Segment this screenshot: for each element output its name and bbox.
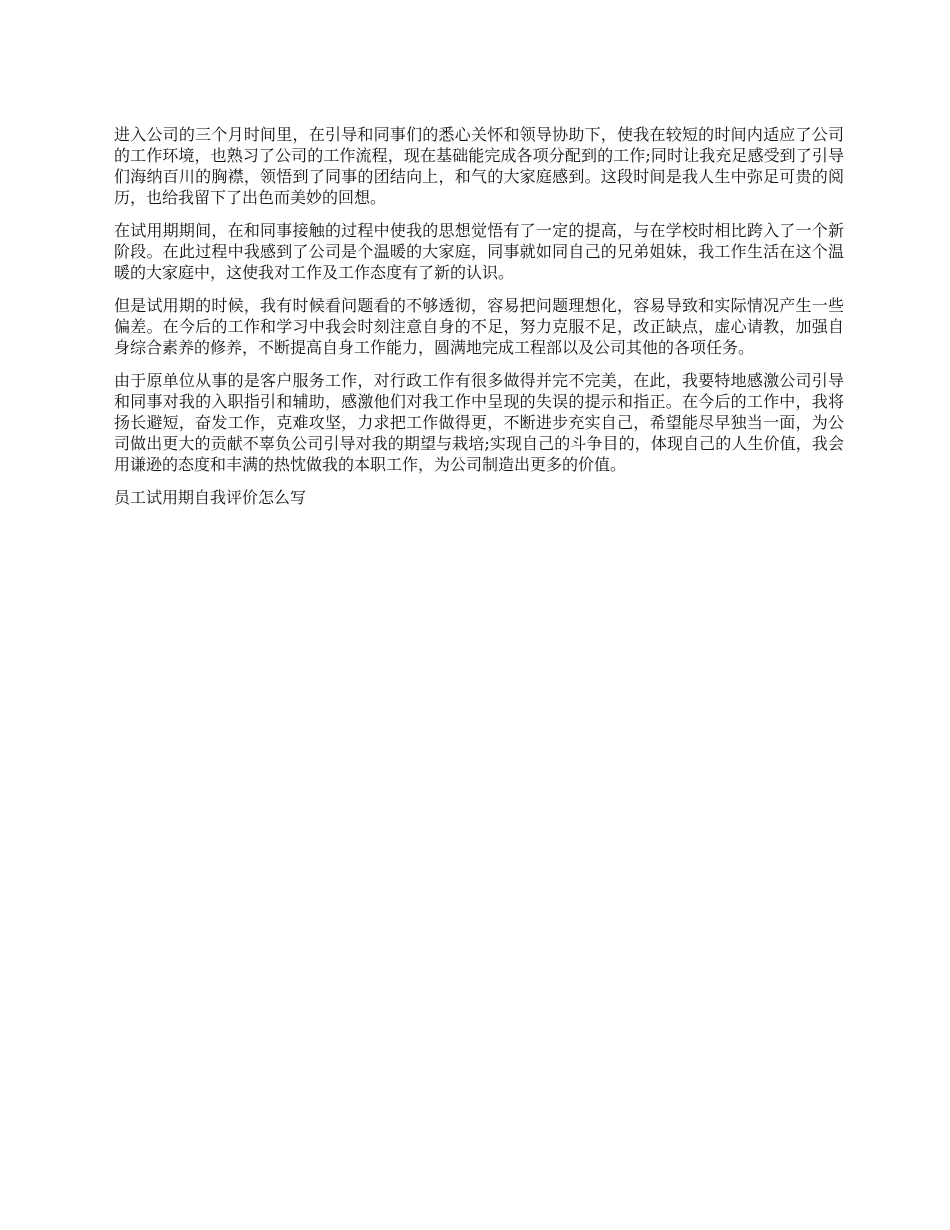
document-body bbox=[114, 124, 844, 508]
closing-title: 员工试用期自我评价怎么写 bbox=[114, 488, 307, 507]
paragraph-2: 在试用期期间，在和同事接触的过程中使我的思想觉悟有了一定的提高，与在学校时相比跨入了一个新阶段。在此过程中我感到了公司是个温暖的大家庭，同事就如同自己的兄弟姐妹，我工作生活在这个温暖的大家庭中，这使我对工作及工作态度有了新的认识。 bbox=[114, 221, 844, 282]
paragraph-1: 进入公司的三个月时间里，在引导和同事们的悉心关怀和领导协助下，使我在较短的时间内适应了公司的工作环境，也熟习了公司的工作流程，现在基础能完成各项分配到的工作;同时让我充足感受到了引导们海纳百川的胸襟，领悟到了同事的团结向上，和气的大家庭感到。这段时间是我人生中弥足可贵的阅历，也给我留下了出色而美妙的回想。 bbox=[114, 125, 844, 207]
paragraph-3: 但是试用期的时候，我有时候看问题看的不够透彻，容易把问题理想化，容易导致和实际情况产生一些偏差。在今后的工作和学习中我会时刻注意自身的不足，努力克服不足，改正缺点，虚心请教，加强自身综合素养的修养，不断提高自身工作能力，圆满地完成工程部以及公司其他的各项任务。 bbox=[114, 296, 844, 357]
paragraph-4: 由于原单位从事的是客户服务工作，对行政工作有很多做得并完不完美，在此，我要特地感激公司引导和同事对我的入职指引和辅助，感激他们对我工作中呈现的失误的提示和指正。在今后的工作中，我将扬长避短，奋发工作，克难攻坚，力求把工作做得更，不断进步充实自己，希望能尽早独当一面，为公司做出更大的贡献不辜负公司引导对我的期望与栽培;实现自己的斗争目的，体现自己的人生价值，我会用谦逊的态度和丰满的热忱做我的本职工作，为公司制造出更多的价值。 bbox=[114, 371, 844, 474]
